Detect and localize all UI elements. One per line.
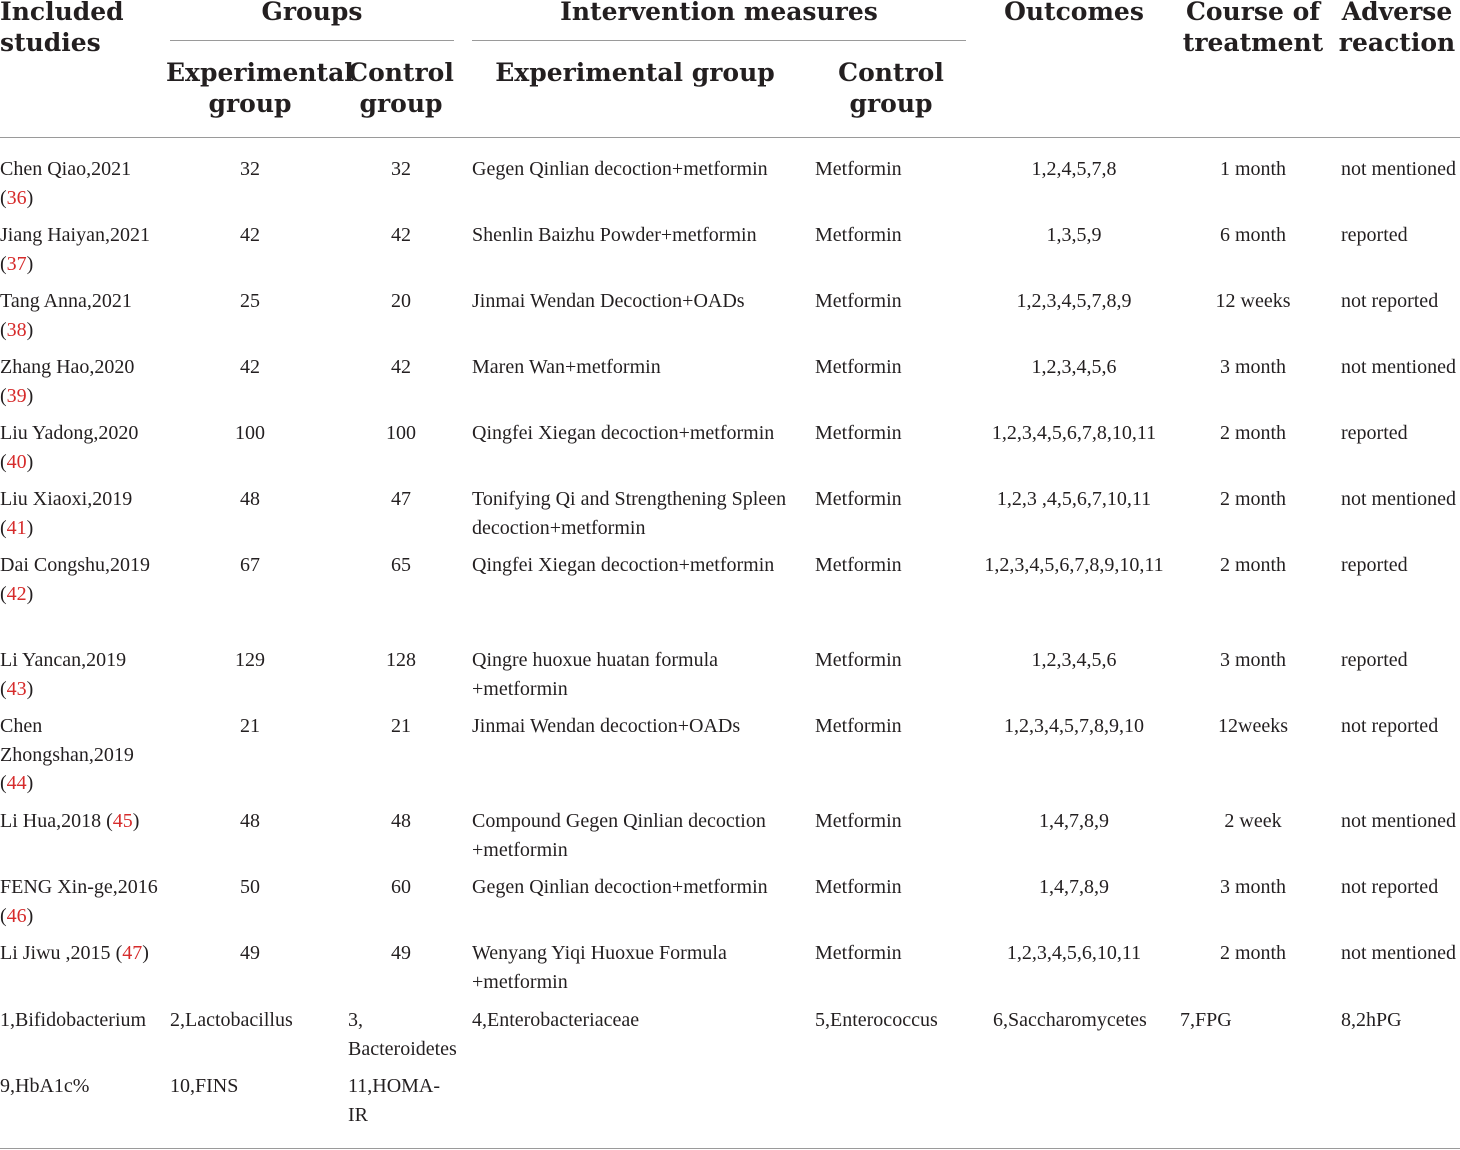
cell-ctrl-n: 60 [391,876,411,898]
cell-exp-n: 129 [235,649,265,671]
cell-study: FENG Xin-ge,2016 (46) [0,876,158,927]
cell-study: Liu Yadong,2020 (40) [0,422,139,473]
cell-study: Tang Anna,2021 (38) [0,290,132,341]
reference-link[interactable]: 45 [112,810,133,832]
cell-course: 12weeks [1218,715,1288,737]
header-course: Course of treatment [1182,0,1324,57]
cell-course: 3 month [1219,876,1287,898]
legend-item: 1,Bifidobacterium [0,1009,147,1031]
legend-item: 3, Bacteroidetes [348,1009,457,1060]
cell-exp-n: 42 [240,224,260,246]
cell-outcomes: 1,2,3,4,5,6 [1031,649,1117,671]
cell-outcomes: 1,4,7,8,9 [1039,876,1109,898]
groups-underline [170,40,454,41]
cell-course: 12 weeks [1215,290,1291,312]
cell-study: Chen Qiao,2021 (36) [0,158,132,209]
cell-exp-n: 48 [240,810,260,832]
intervention-underline [472,40,966,41]
cell-exp-int: Compound Gegen Qinlian decoction +metformin [472,810,766,861]
cell-ctrl-n: 42 [391,224,411,246]
cell-exp-int: Maren Wan+metformin [472,356,661,378]
reference-link[interactable]: 42 [6,582,27,605]
cell-exp-n: 50 [240,876,260,898]
reference-link[interactable]: 37 [6,252,27,275]
cell-course: 2 month [1219,554,1287,576]
reference-link[interactable]: 46 [6,904,27,927]
reference-link[interactable]: 38 [6,318,27,341]
header-groups-experimental: Experimental group [166,58,354,118]
legend-item: 9,HbA1c% [0,1075,90,1097]
legend-item: 5,Enterococcus [815,1009,938,1031]
cell-exp-n: 48 [240,488,260,510]
cell-exp-int: Qingfei Xiegan decoction+metformin [472,554,775,576]
cell-ctrl-int: Metformin [815,422,902,444]
cell-exp-int: Jinmai Wendan Decoction+OADs [472,290,745,312]
cell-adverse: not mentioned [1341,488,1456,510]
cell-adverse: not reported [1341,715,1439,737]
cell-adverse: not reported [1341,876,1439,898]
cell-course: 3 month [1219,649,1287,671]
cell-ctrl-int: Metformin [815,810,902,832]
legend-item: 11,HOMA-IR [348,1075,441,1126]
cell-study: Chen Zhongshan,2019 (44) [0,715,134,794]
cell-adverse: reported [1341,649,1408,671]
cell-ctrl-int: Metformin [815,715,902,737]
cell-study: Liu Xiaoxi,2019 (41) [0,488,133,539]
cell-ctrl-n: 42 [391,356,411,378]
cell-exp-n: 67 [240,554,260,576]
cell-ctrl-int: Metformin [815,488,902,510]
cell-exp-int: Qingre huoxue huatan formula +metformin [472,649,719,700]
cell-adverse: not mentioned [1341,810,1456,832]
cell-exp-int: Jinmai Wendan decoction+OADs [472,715,741,737]
cell-ctrl-n: 128 [386,649,416,671]
cell-outcomes: 1,3,5,9 [1046,224,1102,246]
cell-exp-n: 49 [240,942,260,964]
reference-link[interactable]: 43 [6,677,27,700]
cell-exp-int: Gegen Qinlian decoction+metformin [472,158,768,180]
cell-ctrl-n: 20 [391,290,411,312]
header-groups: Groups [261,0,363,26]
cell-adverse: reported [1341,224,1408,246]
cell-exp-int: Qingfei Xiegan decoction+metformin [472,422,775,444]
cell-ctrl-n: 49 [391,942,411,964]
cell-outcomes: 1,4,7,8,9 [1039,810,1109,832]
cell-exp-int: Tonifying Qi and Strengthening Spleen decoction+metformin [472,488,787,539]
cell-outcomes: 1,2,3,4,5,6 [1031,356,1117,378]
cell-study: Li Jiwu ,2015 (47) [0,942,149,964]
cell-ctrl-int: Metformin [815,290,902,312]
cell-outcomes: 1,2,4,5,7,8 [1031,158,1117,180]
cell-ctrl-int: Metformin [815,554,902,576]
header-included-studies: Included studies [0,0,124,57]
cell-ctrl-n: 48 [391,810,411,832]
cell-outcomes: 1,2,3,4,5,6,10,11 [1006,942,1142,964]
cell-adverse: not mentioned [1341,356,1456,378]
cell-outcomes: 1,2,3 ,4,5,6,7,10,11 [996,488,1152,510]
legend-item: 6,Saccharomycetes [993,1009,1147,1031]
cell-exp-n: 21 [240,715,260,737]
cell-outcomes: 1,2,3,4,5,7,8,9 [1016,290,1132,312]
cell-exp-int: Shenlin Baizhu Powder+metformin [472,224,757,246]
header-rule [0,137,1460,138]
cell-study: Zhang Hao,2020 (39) [0,356,135,407]
cell-study: Dai Congshu,2019 (42) [0,554,150,605]
cell-ctrl-int: Metformin [815,158,902,180]
cell-adverse: not mentioned [1341,942,1456,964]
cell-exp-n: 100 [235,422,265,444]
cell-ctrl-n: 47 [391,488,411,510]
legend-item: 8,2hPG [1341,1009,1402,1031]
bottom-rule [0,1148,1460,1149]
cell-course: 2 month [1219,422,1287,444]
header-adverse: Adverse reaction [1338,0,1456,57]
cell-exp-int: Wenyang Yiqi Huoxue Formula +metformin [472,942,727,993]
reference-link[interactable]: 40 [6,450,27,473]
cell-exp-n: 42 [240,356,260,378]
cell-study: Jiang Haiyan,2021 (37) [0,224,150,275]
cell-ctrl-n: 65 [391,554,411,576]
cell-course: 2 month [1219,488,1287,510]
header-intervention: Intervention measures [560,0,878,26]
cell-exp-int: Gegen Qinlian decoction+metformin [472,876,768,898]
cell-course: 2 week [1224,810,1282,832]
header-intervention-control: Control group [838,58,944,118]
cell-adverse: not mentioned [1341,158,1456,180]
cell-ctrl-int: Metformin [815,942,902,964]
legend-item: 7,FPG [1180,1009,1232,1031]
cell-course: 3 month [1219,356,1287,378]
cell-outcomes: 1,2,3,4,5,6,7,8,10,11 [991,422,1157,444]
cell-ctrl-int: Metformin [815,649,902,671]
header-groups-control: Control group [348,58,454,118]
reference-link[interactable]: 47 [122,942,143,964]
legend-item: 4,Enterobacteriaceae [472,1009,640,1031]
cell-exp-n: 32 [240,158,260,180]
cell-course: 2 month [1219,942,1287,964]
header-intervention-experimental: Experimental group [495,58,775,87]
legend-item: 10,FINS [170,1075,239,1097]
cell-ctrl-n: 32 [391,158,411,180]
cell-outcomes: 1,2,3,4,5,7,8,9,10 [1004,715,1144,737]
cell-ctrl-int: Metformin [815,356,902,378]
reference-link[interactable]: 39 [6,384,27,407]
cell-adverse: not reported [1341,290,1439,312]
cell-ctrl-int: Metformin [815,224,902,246]
reference-link[interactable]: 44 [6,772,27,794]
cell-adverse: reported [1341,422,1408,444]
cell-course: 6 month [1219,224,1287,246]
cell-outcomes: 1,2,3,4,5,6,7,8,9,10,11 [984,554,1164,576]
reference-link[interactable]: 36 [6,186,27,209]
cell-ctrl-int: Metformin [815,876,902,898]
cell-study: Li Hua,2018 (45) [0,810,140,832]
cell-study: Li Yancan,2019 (43) [0,649,127,700]
legend-item: 2,Lactobacillus [170,1009,293,1031]
cell-course: 1 month [1219,158,1287,180]
cell-exp-n: 25 [240,290,260,312]
header-outcomes: Outcomes [1004,0,1144,26]
cell-ctrl-n: 21 [391,715,411,737]
reference-link[interactable]: 41 [6,516,27,539]
cell-adverse: reported [1341,554,1408,576]
cell-ctrl-n: 100 [386,422,416,444]
